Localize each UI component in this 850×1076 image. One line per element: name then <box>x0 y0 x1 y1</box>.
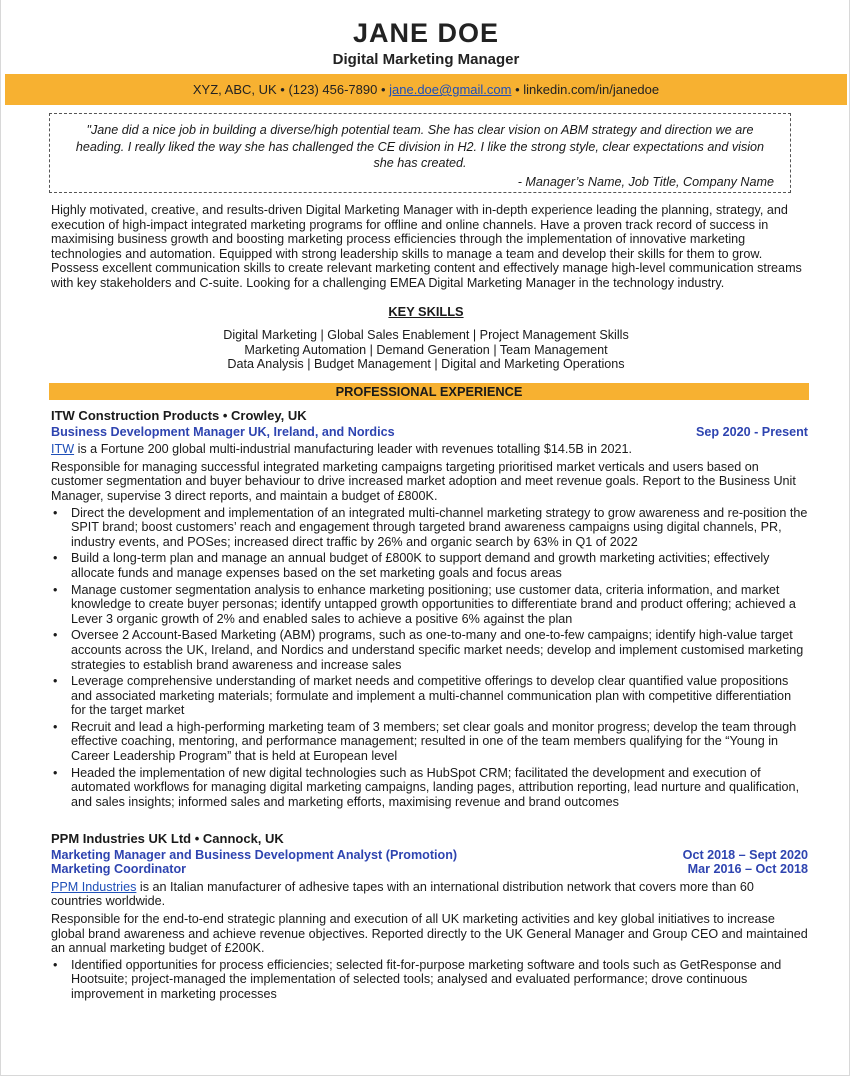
company-link[interactable]: PPM Industries <box>51 879 137 894</box>
list-item: • Leverage comprehensive understanding of market needs and competitive offerings to develop clear quantified value propositions and associated marketing materials; formulate and implement a multi-channel communication plan with competitive differentiation for the target market <box>53 674 792 718</box>
role-row <box>51 848 808 863</box>
list-item: • Build a long-term plan and manage an annual budget of £800K to support demand and growth marketing activities; effectively allocate funds and manage expenses based on the set marketing goals and focus areas <box>53 551 770 580</box>
bullet-icon: • <box>53 628 58 643</box>
contact-prefix: XYZ, ABC, UK • (123) 456-7890 • <box>192 82 390 97</box>
key-skills-heading: KEY SKILLS <box>388 304 464 319</box>
responsibility-text: Responsible for the end-to-end strategic planning and execution of all UK marketing activities and key global initiatives to increase global brand awareness and achieve revenue objectives. Reported directly to the UK General Manager and Group CEO and maintained an annual marketing budget of £200K. <box>51 911 808 956</box>
role-row <box>51 862 808 877</box>
role-dates: Mar 2016 – Oct 2018 <box>687 862 808 877</box>
list-item: • Oversee 2 Account-Based Marketing (ABM) programs, such as one-to-many and one-to-few campaigns; identify high-value target accounts across the UK, Ireland, and Nordics and understand specific market needs; develop and implement customised marketing strategies to establish brand awareness and increase sales <box>53 628 804 672</box>
skills-line: Data Analysis | Budget Management | Digital and Marketing Operations <box>227 357 625 372</box>
list-item: • Headed the implementation of new digital technologies such as HubSpot CRM; facilitated the development and execution of automated workflows for managing digital marketing campaigns, landing pages, attribution reporting, lead nurture and qualification, and sales insights; informed sales and marketing efforts, maximising revenue and brand outcomes <box>53 765 800 809</box>
list-item: • Recruit and lead a high-performing marketing team of 3 members; set clear goals and monitor progress; develop the team through effective coaching, mentoring, and performance management; resulted in one of the team members qualifying for the “Young in Career Leadership Program” that is held at European level <box>53 719 797 764</box>
role-dates: Oct 2018 – Sept 2020 <box>682 847 808 862</box>
list-item: • Identified opportunities for process efficiencies; selected fit-for-purpose marketing software and tools such as GetResponse and Hootsuite; project-managed the implementation of selected tools; analysed and evaluated performance; drove continuous improvement in marketing processes <box>53 957 782 1001</box>
bullet-icon: • <box>53 719 58 734</box>
role-title: Marketing Coordinator <box>51 862 187 877</box>
skills-line: Marketing Automation | Demand Generation | Team Management <box>244 342 608 357</box>
achievement-list <box>51 506 808 810</box>
testimonial-text: "Jane did a nice job in building a diverse/high potential team. She has clear vision on ABM strategy and direction we are heading. I really liked the way she has challenged the CE division in H2. I like the strong style, clear expectations and vision she has created. <box>75 123 765 170</box>
testimonial-signature: - Manager’s Name, Job Title, Company Name <box>517 174 774 189</box>
bullet-icon: • <box>53 957 58 972</box>
achievement-list <box>51 958 808 1002</box>
role-title: Marketing Manager and Business Development Analyst (Promotion) <box>51 847 458 862</box>
company-intro: ITW is a Fortune 200 global multi-industrial manufacturing leader with revenues totalling $14.5B in 2021. <box>51 442 633 457</box>
company-name: PPM Industries UK Ltd • Cannock, UK <box>51 831 284 846</box>
key-skills-list <box>1 328 850 372</box>
role-row <box>51 425 808 440</box>
bullet-icon: • <box>53 551 58 566</box>
bullet-icon: • <box>53 765 58 780</box>
email-link[interactable]: jane.doe@gmail.com <box>389 82 512 97</box>
bullet-icon: • <box>53 674 58 689</box>
candidate-name: JANE DOE <box>352 18 500 48</box>
skills-line: Digital Marketing | Global Sales Enablement | Project Management Skills <box>223 328 629 342</box>
testimonial-box <box>49 113 791 193</box>
bullet-icon: • <box>53 582 58 597</box>
candidate-title: Digital Marketing Manager <box>332 51 520 68</box>
company-intro: PPM Industries is an Italian manufacturer of adhesive tapes with an international distribution network that covers more than 60 countries worldwide. <box>51 879 754 909</box>
bullet-icon: • <box>53 505 58 520</box>
list-item: • Direct the development and implementation of an integrated multi-channel marketing strategy to grow awareness and re-position the SPIT brand; boost customers’ reach and engagement through targeted brand awareness campaigns using digital channels, PR, industry events, and POSes; increased direct traffic by 26% and organic search by 63% in Q1 of 2022 <box>53 505 808 549</box>
company-name: ITW Construction Products • Crowley, UK <box>51 408 307 423</box>
company-link[interactable]: ITW <box>51 442 75 457</box>
contact-bar <box>5 74 847 105</box>
role-title: Business Development Manager UK, Ireland, and Nordics <box>51 424 395 439</box>
responsibility-text: Responsible for managing successful integrated marketing campaigns targeting prioritised market verticals and users based on customer segmentation and buyer behaviour to drive increased market adoption and meet revenue goals. Report to the Business Unit Manager, supervise 3 direct reports, and maintain a budget of £800K. <box>51 459 796 503</box>
job-itw <box>51 409 808 809</box>
list-item: • Manage customer segmentation analysis to enhance marketing positioning; use customer data, criteria information, and market knowledge to create buyer personas; identify untapped growth opportunities to differentiate brand and product offering; achieved a Lever 3 organic growth of 2% and enabled sales to achieve a positive 6% against the plan <box>53 582 796 626</box>
contact-suffix: • linkedin.com/in/janedoe <box>511 82 660 97</box>
job-ppm <box>51 832 808 1002</box>
professional-experience-heading: PROFESSIONAL EXPERIENCE <box>49 383 809 400</box>
professional-summary: Highly motivated, creative, and results-driven Digital Marketing Manager with in-depth experience leading the planning, strategy, and execution of high-impact integrated marketing programs for offline and online channels. Have a proven track record of success in maximising business growth and boosting marketing process efficiencies through the implementation of innovative marketing technologies and automation. Equipped with strong leadership skills to manage a team and develop their skills for them to grow. Possess excellent communication skills to create relevant marketing content and effectively manage high-level communication streams with key stakeholders and C-suite. Looking for a challenging EMEA Digital Marketing Manager in the technology industry. <box>51 203 802 290</box>
role-dates: Sep 2020 - Present <box>695 424 808 439</box>
